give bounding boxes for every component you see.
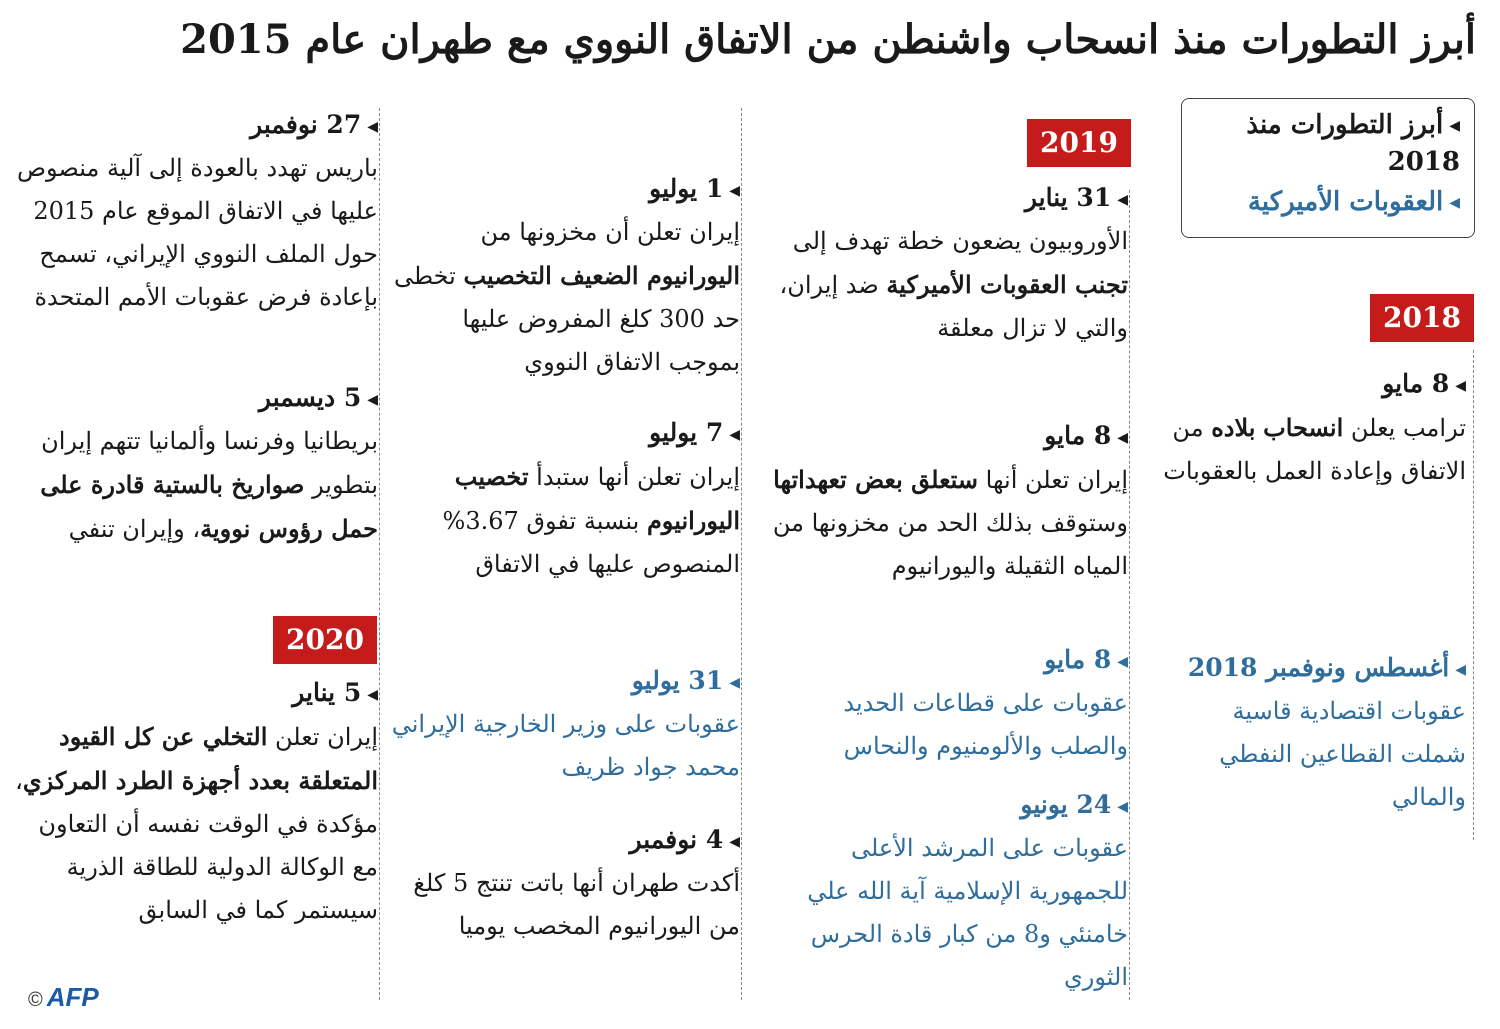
year-badge-2020: 2020 [273,616,377,664]
entry-date: 31 يناير [1024,183,1112,212]
entry-date: أغسطس ونوفمبر 2018 [1187,653,1450,682]
column-separator [741,108,742,1000]
entry-2019-jul-1 [388,171,740,384]
entry-date: 27 نوفمبر [250,110,362,139]
entry-2018-may-8 [1160,366,1466,493]
arrow-left-icon: ◀ [1455,377,1466,394]
column-separator [379,108,380,1000]
entry-date: 1 يوليو [649,174,724,203]
entry-2019-nov-4 [388,822,740,948]
arrow-left-icon: ◀ [367,686,378,703]
entry-text: الأوروبيون يضعون خطة تهدف إلى تجنب العقوبات الأميركية ضد إيران، والتي لا تزال معلقة [779,226,1128,342]
copyright-symbol: © [28,989,43,1011]
entry-2019-nov-27 [14,107,378,319]
afp-credit [28,982,99,1013]
arrow-left-icon: ◀ [1449,118,1460,134]
entry-date: 8 مايو [1044,645,1112,674]
arrow-left-icon: ◀ [729,426,740,443]
arrow-left-icon: ◀ [1117,191,1128,208]
entry-2019-jan-31 [758,180,1128,350]
entry-date: 8 مايو [1382,369,1450,398]
arrow-left-icon: ◀ [729,674,740,691]
legend-sanctions-label: العقوبات الأميركية [1247,187,1444,217]
entry-text: عقوبات على المرشد الأعلى للجمهورية الإسلامية آية الله علي خامنئي و8 من كبار قادة الحرس الثوري [807,833,1128,991]
arrow-left-icon: ◀ [729,182,740,199]
column-separator [1473,350,1474,840]
arrow-left-icon: ◀ [367,391,378,408]
entry-2019-jul-7 [388,415,740,586]
legend-sanctions [1192,182,1460,223]
entry-date: 24 يونيو [1020,790,1112,819]
entry-text: عقوبات على قطاعات الحديد والصلب والألومنيوم والنحاس [843,688,1128,760]
arrow-left-icon: ◀ [1117,429,1128,446]
entry-2019-may-8-sanctions [758,642,1128,768]
legend-developments-label: أبرز التطورات منذ 2018 [1246,110,1460,177]
entry-text: إيران تعلن أنها ستبدأ تخصيب اليورانيوم بنسبة تفوق 3.67% المنصوص عليها في الاتفاق [442,461,740,578]
entry-text: إيران تعلن أن مخزونها من اليورانيوم الضعيف التخصيب تخطى حد 300 كلغ المفروض عليها بموجب الاتفاق النووي [393,217,740,376]
entry-text: إيران تعلن التخلي عن كل القيود المتعلقة بعدد أجهزة الطرد المركزي، مؤكدة في الوقت نفسه أن التعاون مع الوكالة الدولية للطاقة الذرية سيستمر كما في السابق [15,721,378,924]
entry-text: إيران تعلن أنها ستعلق بعض تعهداتها وستوقف بذلك الحد من مخزونها من المياه الثقيلة واليورانيوم [772,464,1128,580]
entry-date: 5 ديسمبر [258,383,362,412]
year-badge-2018: 2018 [1370,294,1474,342]
entry-2019-may-8 [758,418,1128,588]
arrow-left-icon: ◀ [1117,798,1128,815]
column-separator [1129,190,1130,1000]
arrow-left-icon: ◀ [1117,653,1128,670]
entry-text: عقوبات على وزير الخارجية الإيراني محمد جواد ظريف [391,709,740,781]
arrow-left-icon: ◀ [367,118,378,135]
entry-text: عقوبات اقتصادية قاسية شملت القطاعين النفطي والمالي [1219,696,1466,811]
entry-2020-jan-5 [14,675,378,932]
entry-2019-jun-24 [758,787,1128,999]
entry-text: باريس تهدد بالعودة إلى آلية منصوص عليها في الاتفاق الموقع عام 2015 حول الملف النووي الإيراني، تسمح بإعادة فرض عقوبات الأمم المتحدة [17,153,378,311]
entry-text: ترامب يعلن انسحاب بلاده من الاتفاق وإعادة العمل بالعقوبات [1163,412,1466,485]
entry-date: 31 يوليو [631,666,724,695]
entry-date: 4 نوفمبر [629,825,724,854]
legend-developments [1192,107,1460,180]
entry-date: 7 يوليو [649,418,724,447]
year-badge-2019: 2019 [1027,119,1131,167]
entry-date: 8 مايو [1044,421,1112,450]
arrow-left-icon: ◀ [1455,661,1466,678]
arrow-left-icon: ◀ [729,833,740,850]
entry-text: أكدت طهران أنها باتت تنتج 5 كلغ من اليورانيوم المخصب يوميا [413,868,740,940]
afp-logo: AFP [46,982,99,1012]
entry-2019-jul-31 [388,663,740,789]
entry-2019-dec-5 [14,380,378,551]
page-title: أبرز التطورات منذ انسحاب واشنطن من الاتفاق النووي مع طهران عام 2015 [180,16,1476,63]
legend-box [1181,98,1475,238]
entry-text: بريطانيا وفرنسا وألمانيا تتهم إيران بتطوير صواريخ بالستية قادرة على حمل رؤوس نووية، وإيران تنفي [40,426,378,543]
entry-date: 5 يناير [292,678,362,707]
arrow-left-icon: ◀ [1449,195,1460,211]
entry-2018-aug-nov [1160,650,1466,819]
